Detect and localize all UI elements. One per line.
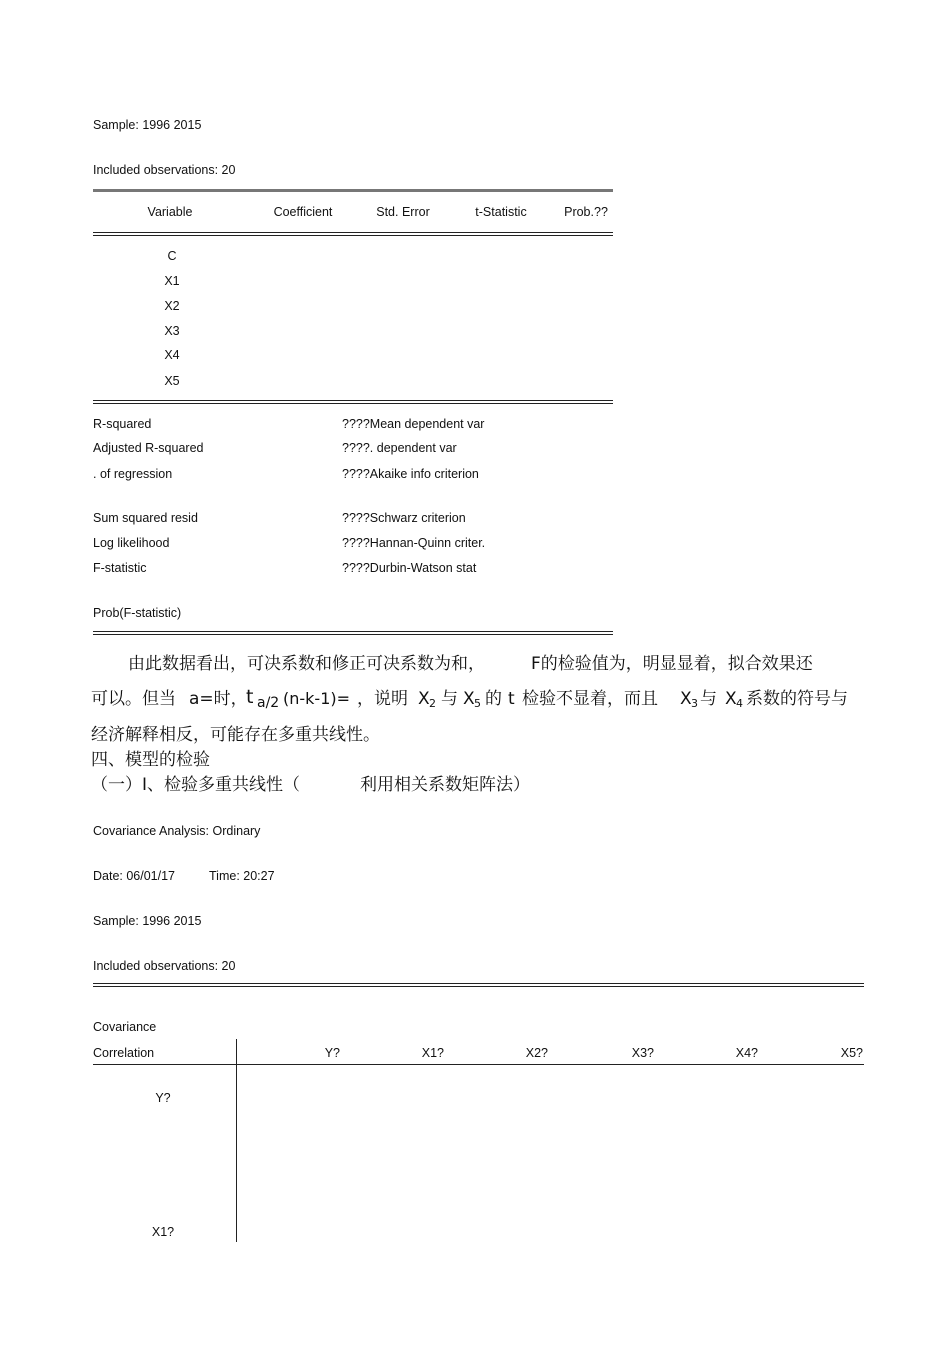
p2-x5: X xyxy=(463,689,475,709)
p2-x5-sub: 5 xyxy=(474,697,481,710)
header-std-error: Std. Error xyxy=(376,205,430,219)
cov-label-correlation: Correlation xyxy=(93,1046,155,1060)
subsection-heading-a: （一）Ⅰ、检验多重共线性（ xyxy=(91,775,301,795)
p2-start: 可以。但当 xyxy=(91,689,176,709)
cov-col-x5: X5? xyxy=(840,1046,863,1060)
stat-se-of-regression: . of regression xyxy=(93,467,173,481)
cov-col-x2: X2? xyxy=(525,1046,548,1060)
cov-header-rule xyxy=(93,1064,864,1065)
stat-mean-dependent-var: ????Mean dependent var xyxy=(342,417,485,431)
p2-alpha: a=时， xyxy=(189,689,248,709)
paragraph-line-3: 经济解释相反，可能存在多重共线性。 xyxy=(91,725,380,745)
stat-sum-squared-resid: Sum squared resid xyxy=(93,511,198,525)
header-rule-2 xyxy=(93,235,613,236)
header-prob: Prob.?? xyxy=(564,205,608,219)
p2-d: 的 xyxy=(485,689,502,709)
reg-sample: Sample: 1996 2015 xyxy=(93,118,202,132)
stat-sd-dependent-var: ????. dependent var xyxy=(342,441,457,455)
stat-r-squared: R-squared xyxy=(93,417,152,431)
stat-log-likelihood: Log likelihood xyxy=(93,536,170,550)
variable-c: C xyxy=(167,249,177,263)
header-rule-1 xyxy=(93,232,613,233)
stat-durbin-watson: ????Durbin-Watson stat xyxy=(342,561,477,575)
p2-x3-sub: 3 xyxy=(691,697,698,710)
header-coefficient: Coefficient xyxy=(273,205,333,219)
cov-col-y: Y? xyxy=(324,1046,340,1060)
p2-e: 检验不显着，而且 xyxy=(522,689,658,709)
variable-x2: X2 xyxy=(164,299,180,313)
cov-row-x1: X1? xyxy=(151,1225,175,1239)
stat-prob-f-statistic: Prob(F-statistic) xyxy=(93,606,182,620)
p2-x2-sub: 2 xyxy=(429,697,436,710)
variable-x4: X4 xyxy=(164,348,180,362)
table-top-rule xyxy=(93,189,613,192)
stat-akaike: ????Akaike info criterion xyxy=(342,467,479,481)
variable-x5: X5 xyxy=(164,374,180,388)
header-variable: Variable xyxy=(147,205,193,219)
p2-t: t xyxy=(246,686,254,708)
cov-col-x4: X4? xyxy=(735,1046,758,1060)
p2-x4-sub: 4 xyxy=(736,697,743,710)
cov-date: Date: 06/01/17 xyxy=(93,869,176,883)
stat-schwarz: ????Schwarz criterion xyxy=(342,511,466,525)
reg-included-observations: Included observations: 20 xyxy=(93,163,236,177)
stat-adjusted-r-squared: Adjusted R-squared xyxy=(93,441,204,455)
p2-f: 与 xyxy=(700,689,717,709)
cov-col-x3: X3? xyxy=(631,1046,654,1060)
p2-g: 系数的符号与 xyxy=(746,689,848,709)
header-t-statistic: t-Statistic xyxy=(475,205,527,219)
cov-col-x1: X1? xyxy=(421,1046,444,1060)
p2-x2: X xyxy=(418,689,430,709)
cov-sample: Sample: 1996 2015 xyxy=(93,914,202,928)
stats-rule-2 xyxy=(93,634,613,635)
stat-hannan-quinn: ????Hannan-Quinn criter. xyxy=(342,536,486,550)
p2-tail: (n-k-1)= xyxy=(283,689,351,708)
cov-label-covariance: Covariance xyxy=(93,1020,157,1034)
cov-time: Time: 20:27 xyxy=(209,869,275,883)
paragraph-line-1b: F的检验值为，明显显着，拟合效果还 xyxy=(531,654,813,674)
p2-sub: a/2 xyxy=(257,695,280,711)
paragraph-line-1a: 由此数据看出，可决系数和修正可决系数为和， xyxy=(128,654,485,674)
cov-top-rule-1 xyxy=(93,983,864,984)
p2-x4: X xyxy=(725,689,737,709)
variable-x1: X1 xyxy=(164,274,180,288)
variable-x3: X3 xyxy=(164,324,180,338)
p2-x3: X xyxy=(680,689,692,709)
p2-c: 与 xyxy=(441,689,458,709)
cov-title: Covariance Analysis: Ordinary xyxy=(93,824,261,838)
cov-row-y: Y? xyxy=(155,1091,171,1105)
section-heading: 四、模型的检验 xyxy=(91,750,210,770)
stat-f-statistic: F-statistic xyxy=(93,561,147,575)
p2-b: ，说明 xyxy=(357,689,408,709)
cov-included-observations: Included observations: 20 xyxy=(93,959,236,973)
stats-rule-1 xyxy=(93,631,613,632)
cov-top-rule-2 xyxy=(93,986,864,987)
subsection-heading-b: 利用相关系数矩阵法） xyxy=(360,775,530,795)
p2-tt: t xyxy=(508,689,515,709)
variables-rule-2 xyxy=(93,403,613,404)
variables-rule-1 xyxy=(93,400,613,401)
cov-row-divider xyxy=(236,1039,237,1242)
